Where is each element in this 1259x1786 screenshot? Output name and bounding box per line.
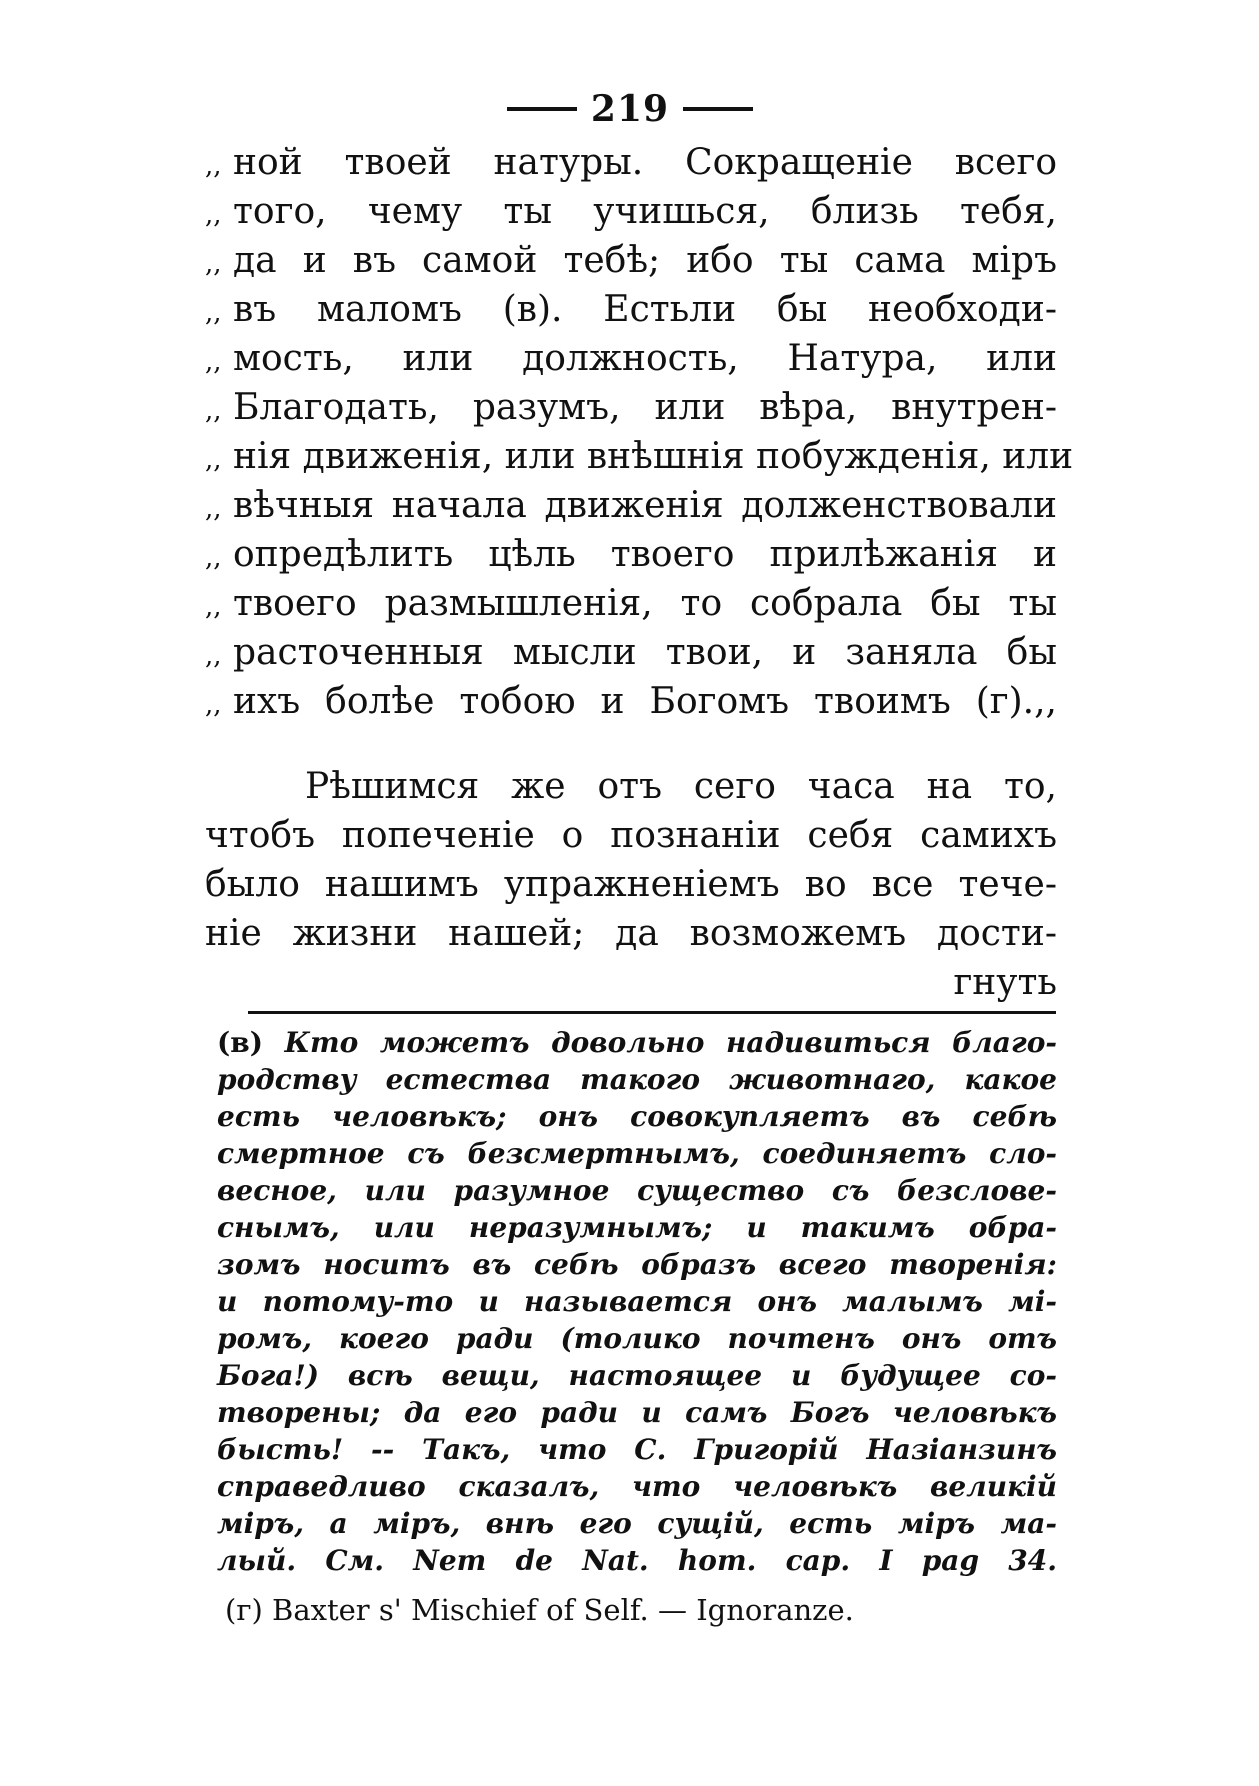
quote-mark: ,, <box>205 249 222 279</box>
quote-line <box>205 285 1057 334</box>
footnote-marker: (в) <box>217 1026 263 1059</box>
paragraph-line: ніе жизни нашей; да возможемъ дости- <box>205 913 1057 954</box>
quote-line-text: мость, или должность, Натура, или <box>233 338 1057 379</box>
footnote-line: лый. См. Nem de Nat. hom. cap. I pag 34. <box>217 1544 1057 1577</box>
footnote-line: міръ, а міръ, внѣ его сущій, есть міръ ма- <box>217 1507 1057 1540</box>
quote-line <box>205 579 1057 628</box>
footnote-line: ромъ, коего ради (толико почтенъ онъ отъ <box>217 1322 1057 1355</box>
quote-line <box>205 481 1057 530</box>
footnote-line: есть человѣкъ; онъ совокупляетъ въ себѣ <box>217 1100 1057 1133</box>
quote-line-text: ной твоей натуры. Сокращеніе всего <box>233 142 1057 183</box>
footnote-line: и потому-то и называется онъ малымъ мі- <box>217 1285 1057 1318</box>
footnote-g: (г) Baxter s' Mischief of Self. — Ignoranze. <box>225 1593 854 1627</box>
quote-line <box>205 236 1057 285</box>
page-number: 219 <box>590 88 670 130</box>
footnote-line-text: Кто можетъ довольно надивиться благо- <box>284 1026 1057 1059</box>
paragraph-line: Рѣшимся же отъ сего часа на то, <box>305 766 1057 807</box>
paragraph-line: чтобъ попеченіе о познаніи себя самихъ <box>205 815 1057 856</box>
footnote-line: весное, или разумное существо съ безслове- <box>217 1174 1057 1207</box>
footnote-divider <box>248 1011 1056 1014</box>
quote-mark: ,, <box>205 445 222 475</box>
quote-line-text: расточенныя мысли твои, и заняла бы <box>233 632 1057 673</box>
header-right-dash <box>683 107 753 111</box>
paragraph-line: было нашимъ упражненіемъ во все тече- <box>205 864 1057 905</box>
quote-line <box>205 383 1057 432</box>
quote-mark: ,, <box>205 347 222 377</box>
quote-line <box>205 628 1057 677</box>
quote-line <box>205 432 1074 481</box>
quote-line-text: ихъ болѣе тобою и Богомъ твоимъ (г).,, <box>233 681 1057 722</box>
footnote-line: бысть! -- Такъ, что С. Григорій Назіанзинъ <box>217 1433 1057 1466</box>
footnote-line: справедливо сказалъ, что человѣкъ великій <box>217 1470 1057 1503</box>
quote-line-text: въ маломъ (в). Естьли бы необходи- <box>233 289 1057 330</box>
footnote-line: творены; да его ради и самъ Богъ человѣкъ <box>217 1396 1057 1429</box>
footnote-line: снымъ, или неразумнымъ; и такимъ обра- <box>217 1211 1057 1244</box>
quote-mark: ,, <box>205 543 222 573</box>
quote-mark: ,, <box>205 396 222 426</box>
quoted-passage <box>205 138 1074 726</box>
page-header <box>490 84 770 134</box>
footnote-line: родству естества такого животнаго, какое <box>217 1063 1057 1096</box>
main-paragraph <box>205 762 1057 1007</box>
footnote-line <box>217 1024 1057 1061</box>
quote-mark: ,, <box>205 298 222 328</box>
header-left-dash <box>507 107 577 111</box>
quote-mark: ,, <box>205 494 222 524</box>
quote-line <box>205 530 1057 579</box>
quote-line-text: да и въ самой тебѣ; ибо ты сама міръ <box>233 240 1057 281</box>
quote-line-text: нія движенія, или внѣшнія побужденія, или <box>233 436 1074 477</box>
footnote-b <box>217 1024 1057 1579</box>
catchword: гнуть <box>953 962 1057 1003</box>
footnote-line: смертное съ безсмертнымъ, соединяетъ сло- <box>217 1137 1057 1170</box>
quote-mark: ,, <box>205 592 222 622</box>
quote-mark: ,, <box>205 200 222 230</box>
quote-mark: ,, <box>205 690 222 720</box>
quote-line <box>205 187 1057 236</box>
quote-mark: ,, <box>205 641 222 671</box>
quote-line-text: опредѣлить цѣль твоего прилѣжанія и <box>233 534 1057 575</box>
footnote-line: зомъ носитъ въ себѣ образъ всего творенія: <box>217 1248 1057 1281</box>
quote-line-text: твоего размышленія, то собрала бы ты <box>233 583 1057 624</box>
quote-line-text: Благодать, разумъ, или вѣра, внутрен- <box>233 387 1057 428</box>
quote-line <box>205 334 1057 383</box>
footnote-line: Бога!) всѣ вещи, настоящее и будущее со- <box>217 1359 1057 1392</box>
quote-line <box>205 138 1057 187</box>
quote-line-text: вѣчныя начала движенія долженствовали <box>233 485 1057 526</box>
quote-line <box>205 677 1057 726</box>
quote-mark: ,, <box>205 151 222 181</box>
quote-line-text: того, чему ты учишься, близь тебя, <box>233 191 1057 232</box>
